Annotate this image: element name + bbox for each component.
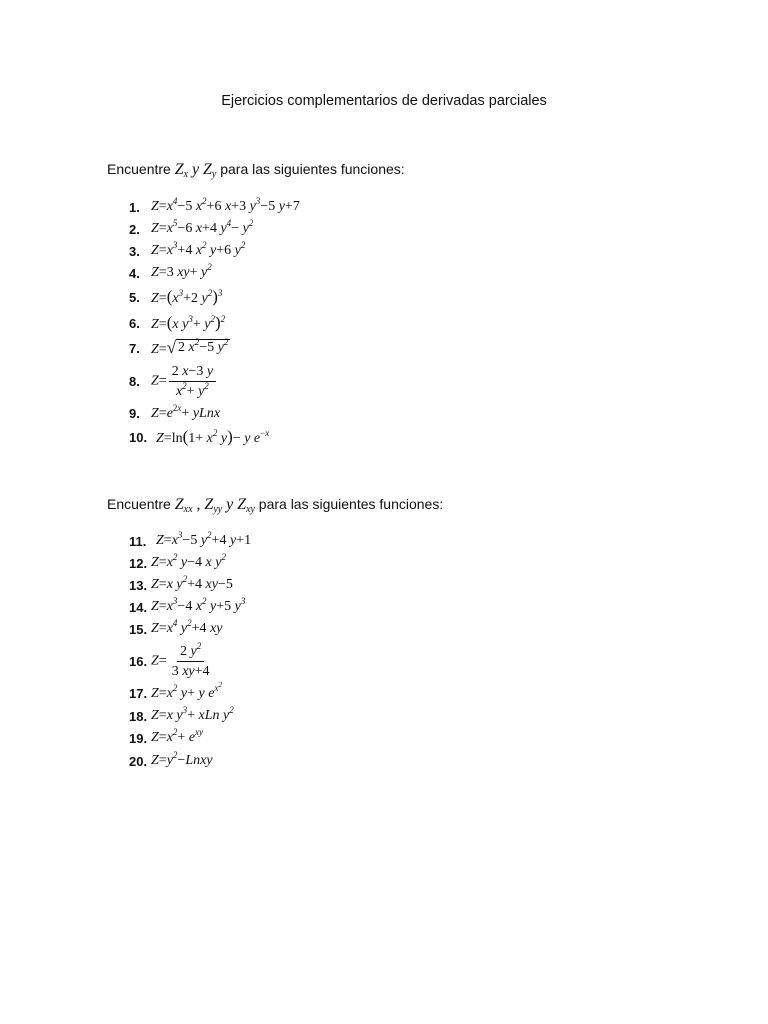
exercise-equation: $Z=x^3+4$ $x^2$ y+6 $y^2$: [151, 240, 246, 258]
exercise-number: 5.: [129, 289, 140, 305]
section1-var-zy: $Z_y$: [202, 161, 217, 180]
section2-suffix: para las siguientes funciones:: [258, 496, 444, 512]
section1-exercise-list: [129, 196, 300, 449]
exercise-number: 1.: [129, 199, 140, 215]
page-title: Ejercicios complementarios de derivadas parciales: [221, 93, 547, 109]
exercise-equation: $Z=x^5-6$ x+4 $y^4- y^2$: [151, 218, 254, 236]
exercise-item: [129, 402, 300, 425]
exercise-item: [129, 618, 251, 640]
exercise-item: [129, 262, 300, 284]
section2-exercise-list: [129, 530, 251, 773]
exercise-item: [129, 310, 300, 336]
exercise-number: 2.: [129, 221, 140, 237]
exercise-equation: Z=3 $xy+ y^2$: [151, 262, 212, 280]
exercise-equation: $Z=(x^3+2$ $y^2)^3$: [151, 287, 223, 306]
section1-instruction: [107, 161, 405, 180]
exercise-number: 3.: [129, 243, 140, 259]
section2-var-zxy: $Z_{xy}$: [237, 496, 255, 515]
section2-prefix: Encuentre: [107, 496, 171, 512]
exercise-equation: $Z=x^3-4$ $x^2$ y+5 $y^3$: [151, 596, 246, 614]
exercise-item: [129, 682, 251, 705]
exercise-number: 13.: [129, 577, 148, 593]
exercise-number: 14.: [129, 599, 148, 615]
section2-var-zxx: $Z_{xx}$ ,: [174, 496, 201, 515]
exercise-item: [129, 336, 300, 360]
exercise-equation: Z= $\frac{2 y^2}{3 xy+4}$: [151, 640, 210, 679]
exercise-item: [129, 360, 300, 402]
exercise-number: 11.: [129, 533, 147, 549]
exercise-item: [129, 240, 300, 262]
section2-instruction: [107, 496, 443, 515]
exercise-equation: Z=(x $y^3+ y^2)^2$: [151, 313, 226, 332]
exercise-number: 7.: [129, 340, 140, 356]
exercise-item: [129, 196, 300, 218]
exercise-number: 18.: [129, 708, 148, 724]
exercise-number: 12.: [129, 555, 148, 571]
section1-prefix: Encuentre: [107, 161, 171, 177]
exercise-number: 4.: [129, 265, 140, 281]
exercise-item: [129, 596, 251, 618]
exercise-equation: $Z=x^3-5$ $y^2+4$ y+1: [156, 530, 252, 548]
exercise-number: 17.: [129, 686, 148, 701]
exercise-item: [129, 284, 300, 310]
exercise-equation: $Z=x^4$ $y^2+4$ xy: [151, 618, 223, 636]
exercise-equation: Z=x $y^2+4$ xy−5: [151, 574, 233, 592]
exercise-equation: $Z=e^{2x}+$ yLnx: [151, 402, 221, 421]
exercise-equation: $Z=\ln(1+ x^2$ y)− y $e^{-x}$: [156, 427, 270, 446]
exercise-equation: $Z=x^4-5$ $x^2+6$ x+3 $y^3-5$ y+7: [151, 196, 300, 214]
exercise-equation: $Z=y^2-Lnxy$: [151, 750, 213, 768]
exercise-item: [129, 749, 251, 773]
section2-var-zyy: $Z_{yy}$: [204, 496, 223, 515]
exercise-item: [129, 727, 251, 749]
exercise-number: 16.: [129, 653, 148, 669]
exercise-item: [129, 705, 251, 727]
exercise-item: [129, 640, 251, 682]
exercise-number: 8.: [129, 373, 140, 389]
exercise-item: [129, 218, 300, 240]
exercise-equation: Z= $\frac{2 x-3 y}{x^2+ y^2}$: [151, 363, 218, 400]
exercise-equation: $Z=x^2+ e^{xy}$: [151, 727, 204, 745]
exercise-equation: $Z=x^2$ y−4 x $y^2$: [151, 552, 226, 570]
exercise-number: 15.: [129, 621, 148, 637]
exercise-item: [129, 552, 251, 574]
section1-suffix: para las siguientes funciones:: [220, 161, 405, 177]
exercise-item: [129, 530, 251, 552]
section2-connector: y: [226, 496, 234, 513]
exercise-item: [129, 425, 300, 449]
exercise-equation: Z= √ 2 $x^2-5$ $y^2$: [151, 336, 229, 357]
exercise-item: [129, 574, 251, 596]
exercise-equation: $Z=x^2$ y+ y $e^{x^2}$: [151, 681, 222, 701]
exercise-equation: Z=x $y^3+$ xLn $y^2$: [151, 705, 234, 723]
exercise-number: 10.: [129, 429, 148, 445]
section1-connector: y: [191, 161, 200, 178]
exercise-number: 19.: [129, 730, 148, 746]
exercise-number: 6.: [129, 315, 140, 331]
exercise-number: 9.: [129, 406, 140, 421]
exercise-number: 20.: [129, 753, 148, 769]
section1-var-zx: $Z_x$: [174, 161, 189, 180]
